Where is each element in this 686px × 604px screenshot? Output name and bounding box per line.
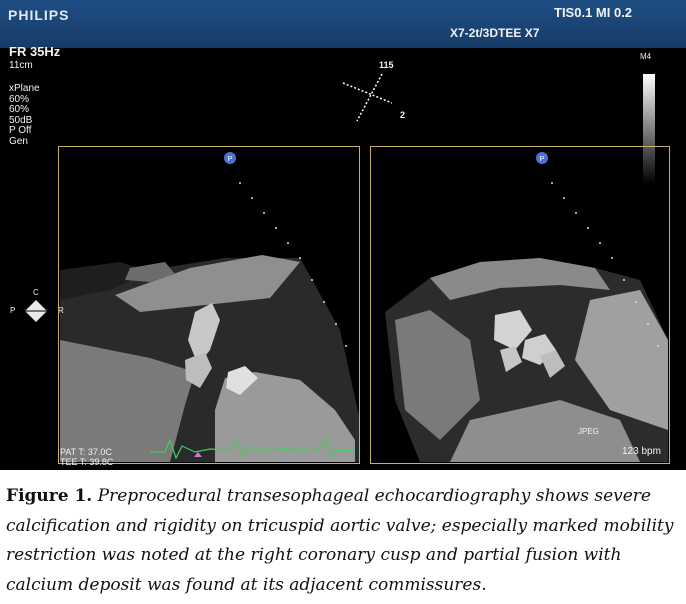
param-2d-gain: 60% (9, 93, 30, 105)
temperature-readout (60, 447, 113, 467)
figure-caption (6, 482, 682, 600)
heart-rate-readout: 123 bpm (622, 446, 661, 457)
probe-label: X7-2t/3DTEE X7 (450, 26, 540, 40)
angle-2-label: 2 (400, 110, 406, 120)
frame-rate-readout: FR 35Hz (9, 44, 61, 59)
param-dynamic-range: 50dB (9, 114, 33, 126)
svg-text:P: P (539, 156, 545, 163)
patient-temperature: PAT T: 37.0C (60, 447, 112, 457)
tis-mi-readout: TIS0.1 MI 0.2 (554, 5, 633, 20)
svg-text:P: P (227, 156, 233, 163)
param-mode: xPlane (9, 83, 40, 94)
param-frequency: Gen (9, 135, 28, 147)
right-xplane-frame (370, 146, 670, 464)
tee-temperature: TEE T: 39.8C (60, 457, 114, 467)
orientation-r-label: R (58, 306, 64, 315)
param-gain: 60% (9, 104, 30, 115)
param-persistence: P Off (9, 125, 32, 136)
xplane-angle-icon (343, 74, 392, 121)
orientation-diamond-icon (25, 300, 47, 322)
depth-readout: 11cm (9, 60, 33, 71)
figure-label: Figure 1. (6, 486, 93, 506)
grayscale-map-label: M4 (640, 52, 652, 61)
orientation-c-label: C (33, 288, 39, 297)
orientation-p-label: P (10, 306, 16, 315)
angle-115-label: 115 (379, 60, 394, 70)
left-xplane-frame (58, 146, 360, 464)
caption-text: Preprocedural transesophageal echocardiography shows severe calcification and rigidity on tricuspid aortic valve; especially marked mobility restriction was noted at the right coronary cusp and partial fusion with calcium deposit was found at its adjacent commissures. (6, 486, 674, 595)
format-label: JPEG (578, 427, 599, 436)
brand-label: PHILIPS (8, 7, 70, 23)
